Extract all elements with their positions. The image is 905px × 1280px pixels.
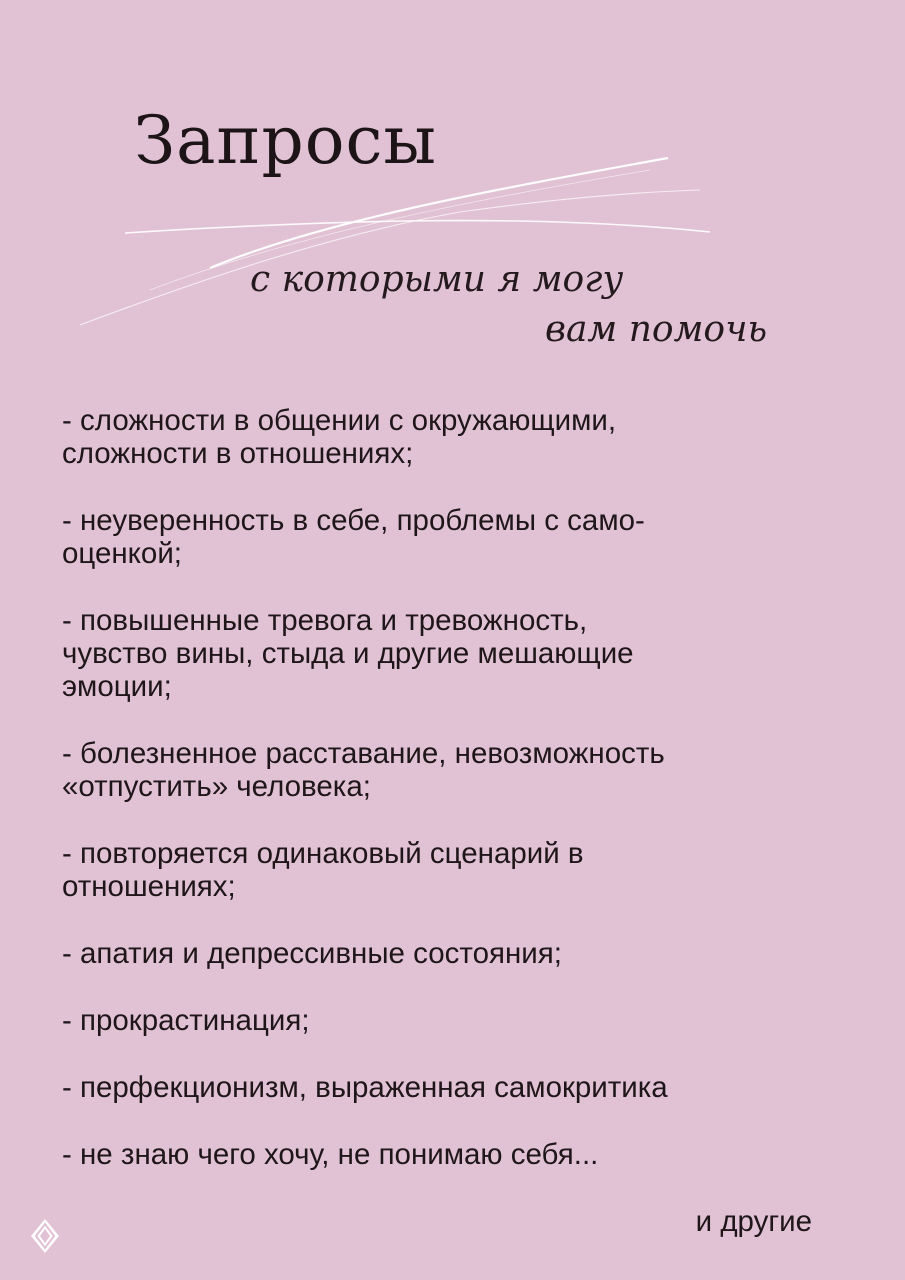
decorative-swoosh [0,0,905,360]
list-item: - сложности в общении с окружающими, сложности в отношениях; [62,404,617,470]
requests-list [62,404,862,1205]
list-item: - повторяется одинаковый сценарий в отношениях; [62,837,584,903]
list-item: - не знаю чего хочу, не понимаю себя... [62,1138,599,1171]
others-note: и другие [695,1205,812,1238]
list-item: - неуверенность в себе, проблемы с само- оценкой; [62,504,645,570]
diamond-logo-icon [30,1218,60,1254]
list-item: - перфекционизм, выраженная самокритика [62,1071,668,1104]
page-title: Запросы [134,102,437,179]
list-item: - болезненное расставание, невозможность «отпустить» человека; [62,737,665,803]
list-item: - повышенные тревога и тревожность, чувство вины, стыда и другие мешающие эмоции; [62,604,634,703]
list-item: - апатия и депрессивные состояния; [62,937,562,970]
list-item: - прокрастинация; [62,1004,310,1037]
subtitle-line-1: с которыми я могу [250,259,624,300]
subtitle-line-2: вам помочь [545,309,768,350]
